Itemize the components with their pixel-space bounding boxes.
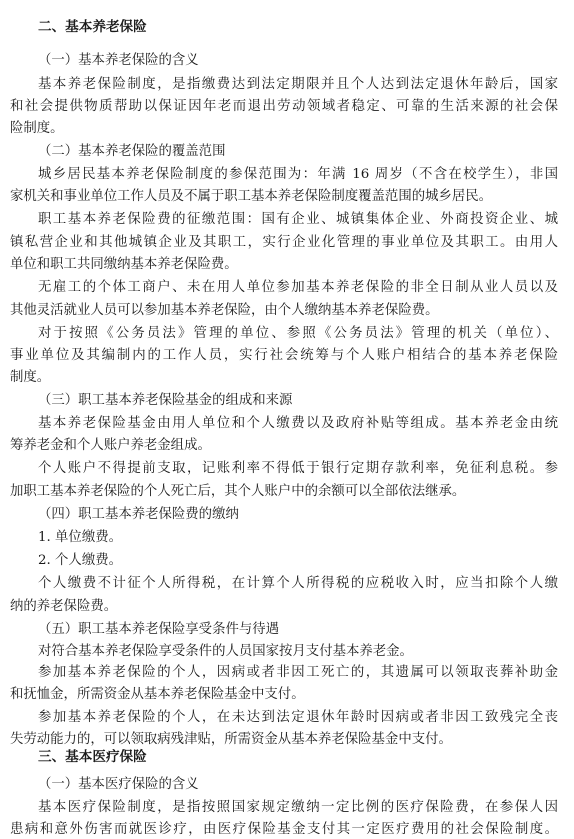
subheading: （五）职工基本养老保险享受条件与待遇 (38, 622, 280, 637)
paragraph-line: 个人账户不得提前支取，记账利率不得低于银行定期存款利率，免征利息税。参 (38, 461, 558, 476)
paragraph-line: 基本养老保险基金由用人单位和个人缴费以及政府补贴等组成。基本养老金由统 (38, 416, 558, 431)
paragraph-line: 和抚恤金，所需资金从基本养老保险基金中支付。 (10, 687, 305, 702)
section-heading-medical: 三、基本医疗保险 (38, 749, 147, 765)
paragraph-line: 参加基本养老保险的个人，因病或者非因工死亡的，其遗属可以领取丧葬补助金 (38, 665, 558, 680)
paragraph-line: 单位和职工共同缴纳基本养老保险费。 (10, 257, 238, 272)
paragraph-line: 其他灵活就业人员可以参加基本养老保险，由个人缴纳基本养老保险费。 (10, 303, 439, 318)
section-heading-pension: 二、基本养老保险 (38, 19, 147, 35)
paragraph-line: 参加基本养老保险的个人，在未达到法定退休年龄时因病或者非因工致残完全丧 (38, 710, 558, 725)
subheading: （四）职工基本养老保险费的缴纳 (38, 507, 239, 522)
paragraph-line: 城乡居民基本养老保险制度的参保范围为：年满 16 周岁（不含在校学生），非国 (38, 167, 558, 182)
subheading: （二）基本养老保险的覆盖范围 (38, 144, 226, 159)
subheading: （一）基本养老保险的含义 (38, 53, 199, 68)
paragraph-line: 和社会提供物质帮助以保证因年老而退出劳动领域者稳定、可靠的生活来源的社会保 (10, 99, 558, 114)
paragraph-line: 失劳动能力的，可以领取病残津贴，所需资金从基本养老保险基金中支付。 (10, 732, 452, 747)
paragraph-line: 基本养老保险制度，是指缴费达到法定期限并且个人达到法定退休年龄后，国家 (38, 77, 558, 92)
paragraph-line: 制度。 (10, 370, 51, 385)
paragraph-line: 职工基本养老保险费的征缴范围：国有企业、城镇集体企业、外商投资企业、城 (38, 212, 558, 227)
subheading: （三）职工基本养老保险基金的组成和来源 (38, 393, 293, 408)
list-item: 1. 单位缴费。 (38, 530, 122, 545)
paragraph-line: 镇私营企业和其他城镇企业及其职工，实行企业化管理的事业单位及其职工。由用人 (10, 235, 558, 250)
list-item: 2. 个人缴费。 (38, 553, 122, 568)
paragraph-line: 家机关和事业单位工作人员及不属于职工基本养老保险制度覆盖范围的城乡居民。 (10, 189, 493, 204)
paragraph-line: 事业单位及其编制内的工作人员，实行社会统筹与个人账户相结合的基本养老保险 (10, 348, 558, 363)
paragraph-line: 筹养老金和个人账户养老金组成。 (10, 438, 211, 453)
paragraph-line: 患病和意外伤害而就医诊疗，由医疗保险基金支付其一定医疗费用的社会保险制度。 (10, 822, 558, 837)
paragraph-line: 个人缴费不计征个人所得税，在计算个人所得税的应税收入时，应当扣除个人缴 (38, 576, 558, 591)
paragraph-line: 对于按照《公务员法》管理的单位、参照《公务员法》管理的机关（单位）、 (38, 326, 558, 341)
paragraph-line: 纳的养老保险费。 (10, 599, 118, 614)
paragraph-line: 加职工基本养老保险的个人死亡后，其个人账户中的余额可以全部依法继承。 (10, 484, 466, 499)
paragraph-line: 无雇工的个体工商户、未在用人单位参加基本养老保险的非全日制从业人员以及 (38, 280, 558, 295)
subheading: （一）基本医疗保险的含义 (38, 777, 199, 792)
paragraph-line: 险制度。 (10, 121, 64, 136)
paragraph-line: 基本医疗保险制度，是指按照国家规定缴纳一定比例的医疗保险费，在参保人因 (38, 800, 558, 815)
paragraph-line: 对符合基本养老保险享受条件的人员国家按月支付基本养老金。 (38, 644, 413, 659)
